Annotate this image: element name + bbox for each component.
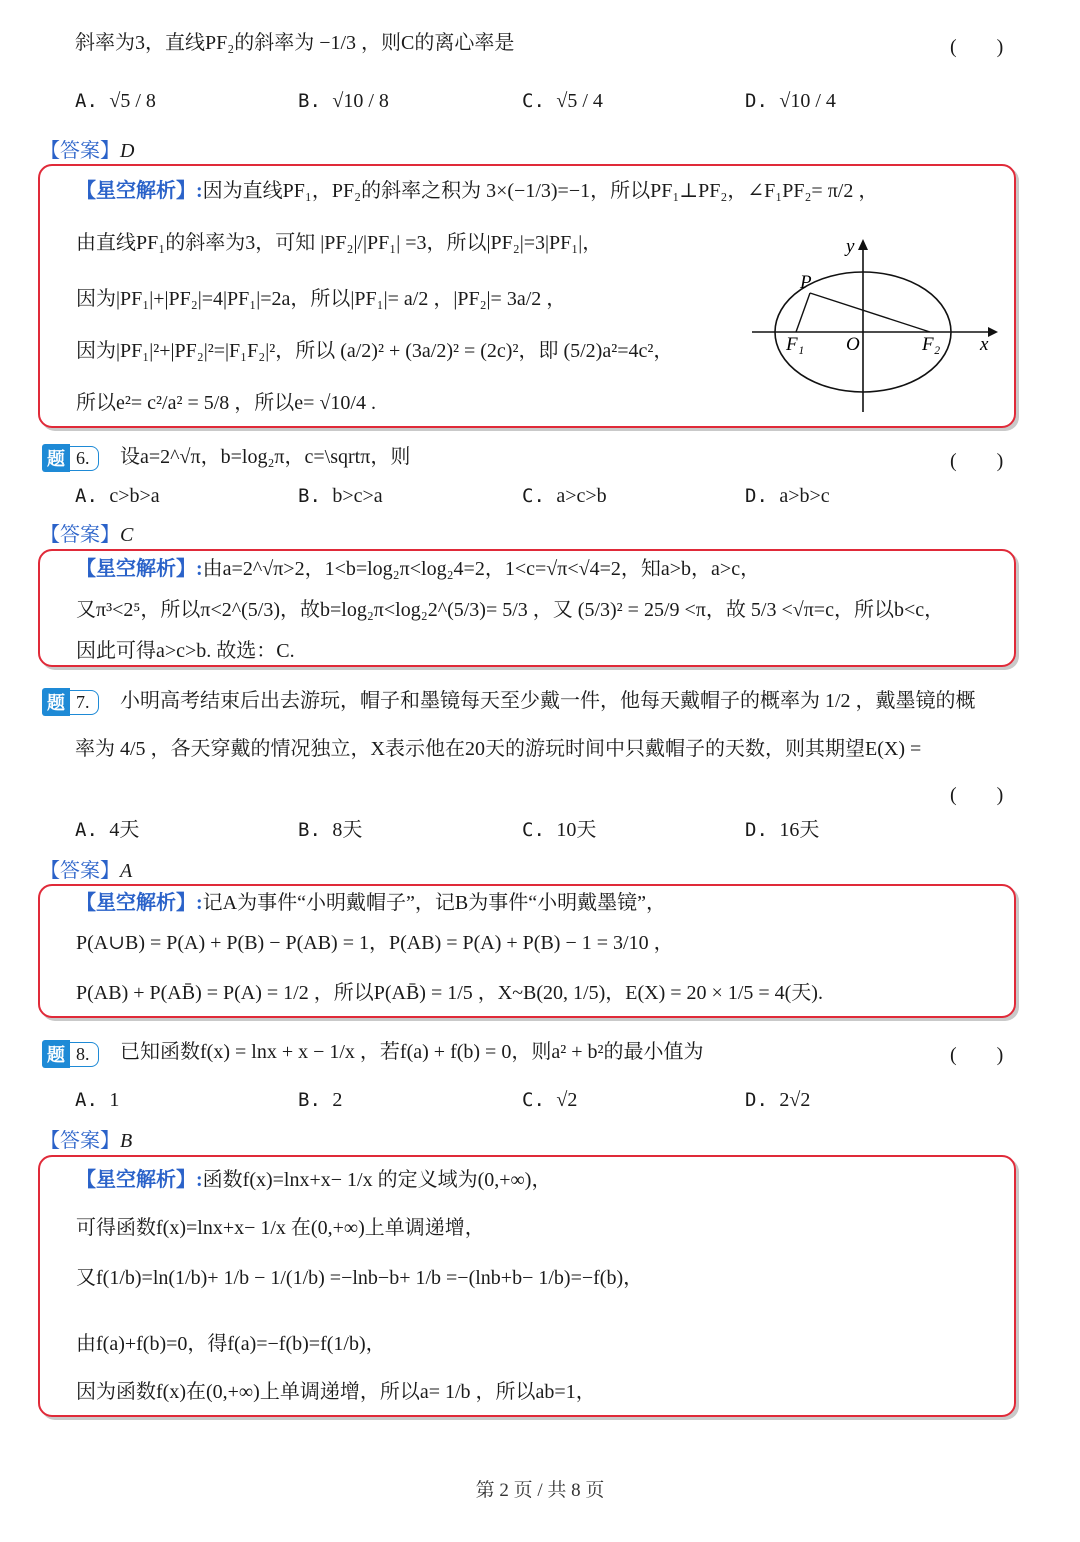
q7-solution-line-1: 【星空解析】:记A为事件“小明戴帽子”，记B为事件“小明戴墨镜”， (76, 892, 666, 914)
page-footer: 第 2 页 / 共 8 页 (475, 1480, 605, 1501)
q8-solution-line-3: 又f(1/b)=ln(1/b)+ 1/b − 1/(1/b) =−lnb−b+ 1/b =−(lnb+b− 1/b)=−f(b)， (76, 1267, 644, 1289)
diagram-f2-label: F₂ (922, 334, 941, 355)
q6-paren: ( ) (950, 450, 1004, 472)
q7-option-a[interactable]: A. 4天 (75, 819, 140, 841)
q5-solution-line-4: 因为|PF₁|²+|PF₂|²=|F₁F₂|²，所以 (a/2)² + (3a/2)² = (2c)²，即 (5/2)a²=4c²， (76, 340, 674, 362)
q8-text: 已知函数f(x) = lnx + x − 1/x ，若f(a) + f(b) = 0，则a² + b²的最小值为 (120, 1041, 704, 1063)
q6-solution-line-3: 因此可得a>c>b. 故选：C. (76, 640, 295, 662)
diagram-y-label: y (846, 236, 855, 257)
diagram-x-label: x (980, 334, 989, 355)
q7-tag: 题 7. (42, 688, 99, 716)
q5-solution-line-2: 由直线PF₁的斜率为3，可知 |PF₂|/|PF₁| =3，所以|PF₂|=3|PF₁|， (76, 232, 603, 254)
q5-option-c[interactable]: C. √5 / 4 (522, 90, 603, 112)
q5-solution-line-5: 所以e²= c²/a² = 5/8 ，所以e= √10/4 . (76, 392, 376, 414)
q8-solution-line-5: 因为函数f(x)在(0,+∞)上单调递增，所以a= 1/b ，所以ab=1， (76, 1381, 596, 1403)
q6-text: 设a=2^√π，b=log₂π，c=\sqrtπ，则 (120, 446, 411, 468)
q7-solution-line-2: P(A∪B) = P(A) + P(B) − P(AB) = 1，P(AB) = P(A) + P(B) − 1 = 3/10 ， (76, 932, 674, 954)
q6-option-a[interactable]: A. c>b>a (75, 485, 160, 507)
q6-option-d[interactable]: D. a>b>c (745, 485, 830, 507)
q5-option-a[interactable]: A. √5 / 8 (75, 90, 156, 112)
q6-option-c[interactable]: C. a>c>b (522, 485, 607, 507)
q7-text-2: 率为 4/5 ，各天穿戴的情况独立，X表示他在20天的游玩时间中只戴帽子的天数，则其期望E(X) = (75, 738, 922, 760)
q8-solution-line-1: 【星空解析】:函数f(x)=lnx+x− 1/x 的定义域为(0,+∞)， (76, 1169, 552, 1191)
q8-answer: 【答案】B (40, 1130, 133, 1152)
ellipse-diagram (748, 236, 998, 416)
diagram-p-label: P (800, 272, 812, 293)
q5-answer: 【答案】D (40, 140, 135, 162)
q8-option-c[interactable]: C. √2 (522, 1089, 578, 1111)
q7-answer: 【答案】A (40, 860, 133, 882)
q6-solution-box (38, 549, 1016, 667)
q8-solution-line-2: 可得函数f(x)=lnx+x− 1/x 在(0,+∞)上单调递增， (76, 1217, 485, 1239)
q5-solution-line-1: 【星空解析】:因为直线PF₁，PF₂的斜率之积为 3×(−1/3)=−1，所以PF₁⊥PF₂，∠F₁PF₂= π/2 ， (76, 180, 879, 202)
q8-option-a[interactable]: A. 1 (75, 1089, 120, 1111)
q8-paren: ( ) (950, 1044, 1004, 1066)
q8-option-d[interactable]: D. 2√2 (745, 1089, 811, 1111)
q7-option-b[interactable]: B. 8天 (298, 819, 363, 841)
q7-solution-box (38, 884, 1016, 1018)
q5-text: 斜率为3，直线PF₂的斜率为 −1/3 ，则C的离心率是 (75, 32, 515, 54)
q7-text-1: 小明高考结束后出去游玩，帽子和墨镜每天至少戴一件，他每天戴帽子的概率为 1/2 ，戴墨镜的概 (120, 690, 976, 712)
q5-paren: ( ) (950, 36, 1004, 58)
q7-option-c[interactable]: C. 10天 (522, 819, 597, 841)
q8-solution-box (38, 1155, 1016, 1417)
q7-solution-line-3: P(AB) + P(AB̄) = P(A) = 1/2 ，所以P(AB̄) = 1/5 ，X~B(20, 1/5)，E(X) = 20 × 1/5 = 4(天). (76, 982, 823, 1004)
q8-option-b[interactable]: B. 2 (298, 1089, 343, 1111)
q7-option-d[interactable]: D. 16天 (745, 819, 820, 841)
q6-solution-line-2: 又π³<2⁵，所以π<2^(5/3)，故b=log₂π<log₂2^(5/3)= 5/3 ，又 (5/3)² = 25/9 <π，故 5/3 <√π=c，所以b<c， (76, 599, 945, 621)
q8-tag: 题 8. (42, 1040, 99, 1068)
q5-option-d[interactable]: D. √10 / 4 (745, 90, 836, 112)
q6-answer: 【答案】C (40, 524, 134, 546)
q6-tag: 题 6. (42, 444, 99, 472)
q6-option-b[interactable]: B. b>c>a (298, 485, 383, 507)
q7-paren: ( ) (950, 784, 1004, 806)
q8-solution-line-4: 由f(a)+f(b)=0，得f(a)=−f(b)=f(1/b)， (76, 1333, 386, 1355)
q5-option-b[interactable]: B. √10 / 8 (298, 90, 389, 112)
diagram-o-label: O (846, 334, 860, 355)
q5-solution-box (38, 164, 1016, 428)
q6-solution-line-1: 【星空解析】:由a=2^√π>2，1<b=log₂π<log₂4=2，1<c=√π<√4=2，知a>b，a>c， (76, 558, 761, 580)
diagram-f1-label: F₁ (786, 334, 805, 355)
q5-solution-line-3: 因为|PF₁|+|PF₂|=4|PF₁|=2a，所以|PF₁|= a/2 ，|PF₂|= 3a/2 ， (76, 288, 567, 310)
